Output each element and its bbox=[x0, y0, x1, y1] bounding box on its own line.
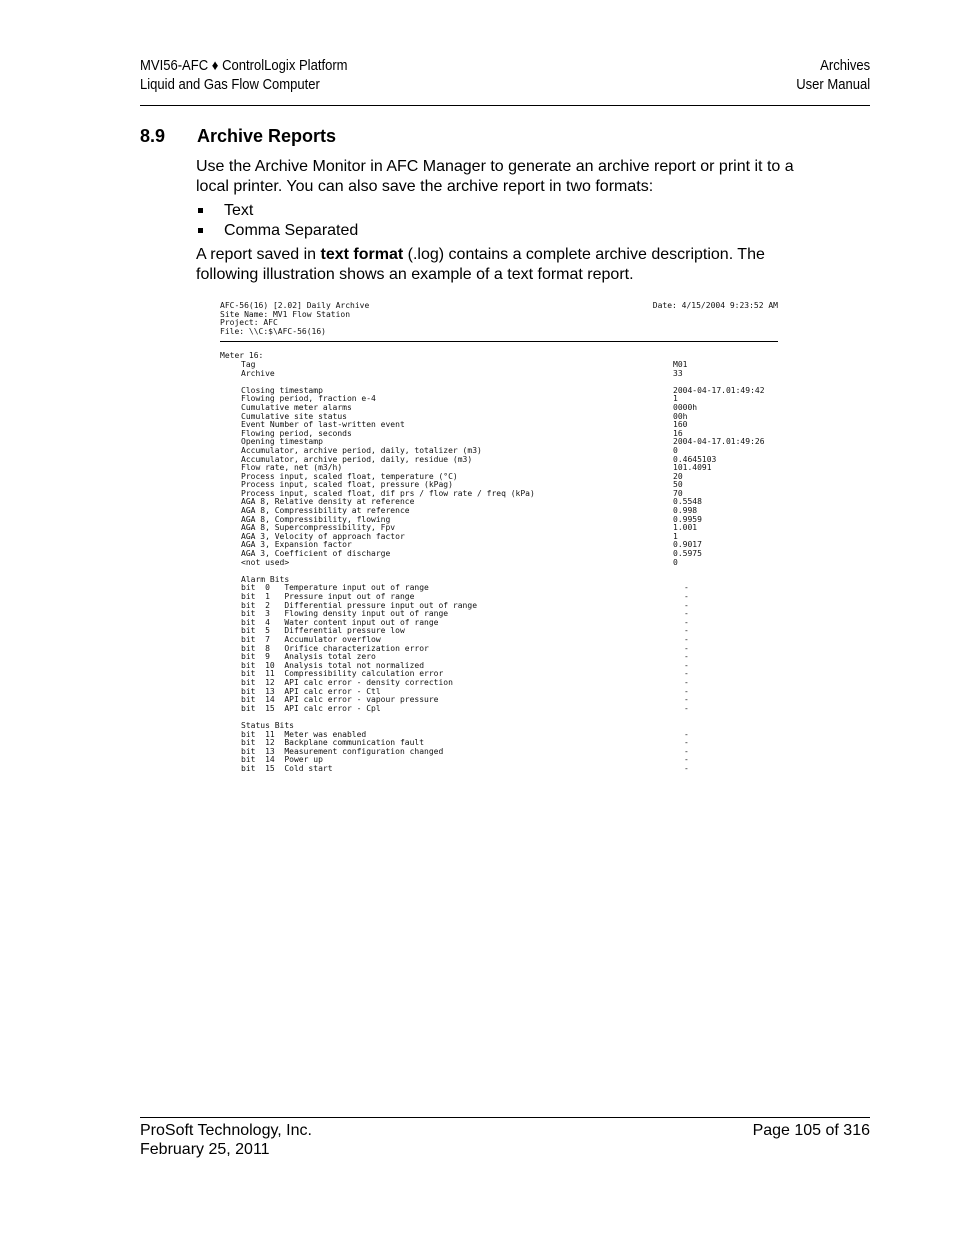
report-field-row-label: AGA 8, Relative density at reference bbox=[241, 497, 415, 507]
report-status-row-label: bit 12 Backplane communication fault bbox=[241, 738, 425, 748]
report-alarm-row-label: bit 14 API calc error - vapour pressure bbox=[241, 695, 439, 705]
list-item bbox=[196, 201, 358, 221]
report-alarm-row-label: bit 10 Analysis total not normalized bbox=[241, 660, 425, 670]
report-title: AFC-56(16) [2.02] Daily Archive bbox=[220, 301, 370, 310]
report-alarm-row-value: - bbox=[684, 677, 689, 687]
report-field-row-label: Accumulator, archive period, daily, totalizer (m3) bbox=[241, 445, 482, 455]
report-alarm-row-value: - bbox=[684, 583, 689, 593]
report-alarm-row-label: bit 8 Orifice characterization error bbox=[241, 643, 429, 653]
report-field-row-label: Event Number of last-written event bbox=[241, 420, 405, 430]
report-field-row-value: 0.9017 bbox=[673, 540, 702, 550]
list-item-text: Comma Separated bbox=[224, 222, 359, 239]
report-alarm-row-label: bit 1 Pressure input out of range bbox=[241, 592, 415, 601]
header-manual: User Manual bbox=[796, 77, 870, 93]
paragraph-bold-term: text format bbox=[320, 246, 404, 263]
report-site: Site Name: MV1 Flow Station bbox=[220, 309, 351, 319]
report-alarm-row-label: bit 7 Accumulator overflow bbox=[241, 634, 381, 644]
report-field-row-value: 0 bbox=[673, 445, 678, 455]
report-status-row-label: bit 13 Measurement configuration changed bbox=[241, 746, 444, 756]
report-status-row-label: bit 14 Power up bbox=[241, 755, 323, 765]
section-heading bbox=[140, 126, 336, 147]
section-number: 8.9 bbox=[140, 126, 166, 146]
report-field-row-label: AGA 3, Expansion factor bbox=[241, 540, 352, 550]
report-alarm-row-value: - bbox=[684, 609, 689, 619]
report-status-row-value: - bbox=[684, 763, 689, 773]
report-alarm-row-label: bit 11 Compressibility calculation error bbox=[241, 669, 444, 679]
list-item bbox=[196, 221, 358, 241]
footer-company: ProSoft Technology, Inc. bbox=[140, 1122, 312, 1139]
report-date: Date: 4/15/2004 9:23:52 AM bbox=[652, 301, 778, 310]
report-alarm-row-value: - bbox=[684, 592, 689, 601]
text-format-paragraph bbox=[196, 245, 816, 285]
report-project: Project: AFC bbox=[220, 318, 278, 328]
report-field-row-value: 1 bbox=[673, 394, 678, 404]
report-status-heading: Status Bits bbox=[241, 720, 294, 730]
report-field-row-value: 0.9959 bbox=[673, 514, 702, 524]
report-field-row-label: <not used> bbox=[241, 557, 290, 567]
report-tag-value: M01 bbox=[673, 359, 688, 369]
intro-paragraph: Use the Archive Monitor in AFC Manager to generate an archive report or print it to a local printer. You can also save the archive report in two formats: bbox=[196, 158, 794, 195]
report-field-row-label: Process input, scaled float, temperature (°C) bbox=[241, 471, 458, 481]
bullet-icon bbox=[198, 228, 203, 233]
report-archive-row bbox=[220, 370, 778, 379]
paragraph-text-pre: A report saved in bbox=[196, 246, 321, 263]
report-field-row-value: 2004-04-17.01:49:42 bbox=[673, 385, 765, 395]
report-alarm-row-value: - bbox=[684, 617, 689, 627]
report-field-row-value: 2004-04-17.01:49:26 bbox=[673, 437, 765, 447]
report-field-row-label: AGA 8, Compressibility at reference bbox=[241, 506, 410, 516]
report-field-row-value: 0.998 bbox=[673, 506, 698, 516]
report-field-row-label: Closing timestamp bbox=[241, 385, 323, 395]
report-status-row-value: - bbox=[684, 729, 689, 739]
report-alarm-row-label: bit 2 Differential pressure input out of range bbox=[241, 600, 478, 610]
report-alarm-row-label: bit 4 Water content input out of range bbox=[241, 617, 439, 627]
report-field-row-value: 1 bbox=[673, 531, 678, 541]
report-alarm-row-value: - bbox=[684, 695, 689, 705]
report-status-row-label: bit 11 Meter was enabled bbox=[241, 729, 367, 739]
report-status-row-value: - bbox=[684, 738, 689, 748]
report-field-row-label: Process input, scaled float, dif prs / flow rate / freq (kPa) bbox=[241, 488, 535, 498]
paragraph-text-post: (.log) contains a complete archive description. The following illustration shows an example of a text format report. bbox=[196, 246, 765, 283]
report-field-row-value: 160 bbox=[673, 420, 688, 430]
header-left bbox=[140, 57, 348, 95]
report-field-row-label: Cumulative site status bbox=[241, 411, 347, 421]
report-field-row-label: Flowing period, fraction e-4 bbox=[241, 394, 376, 404]
report-field-row-label: Accumulator, archive period, daily, residue (m3) bbox=[241, 454, 473, 464]
report-alarm-row-value: - bbox=[684, 703, 689, 713]
report-alarm-row-label: bit 15 API calc error - Cpl bbox=[241, 703, 381, 713]
report-status-row-label: bit 15 Cold start bbox=[241, 763, 333, 773]
report-field-row-value: 1.001 bbox=[673, 523, 698, 533]
bullet-icon bbox=[198, 208, 203, 213]
report-alarm-row-value: - bbox=[684, 660, 689, 670]
report-status-row-value: - bbox=[684, 755, 689, 765]
page-footer bbox=[140, 1117, 870, 1158]
report-alarm-row-value: - bbox=[684, 652, 689, 662]
report-field-row-label: AGA 3, Coefficient of discharge bbox=[241, 549, 391, 559]
report-tag-label: Tag bbox=[241, 359, 256, 369]
report-field-row-value: 0.4645103 bbox=[673, 454, 717, 464]
report-field-row-value: 16 bbox=[673, 428, 683, 438]
report-alarm-row-label: bit 0 Temperature input out of range bbox=[241, 583, 429, 593]
report-meter: Meter 16: bbox=[220, 351, 264, 361]
report-fields bbox=[220, 387, 778, 567]
report-field-row-value: 70 bbox=[673, 488, 683, 498]
report-alarm-row-value: - bbox=[684, 600, 689, 610]
report-field-row-label: Cumulative meter alarms bbox=[241, 402, 352, 412]
report-alarm-heading: Alarm Bits bbox=[241, 574, 290, 584]
report-field-row-label: Process input, scaled float, pressure (kPag) bbox=[241, 480, 453, 490]
report-field-row-label: AGA 8, Compressibility, flowing bbox=[241, 514, 391, 524]
report-field-row-value: 0 bbox=[673, 557, 678, 567]
page-header bbox=[140, 57, 870, 106]
report-alarm-row-value: - bbox=[684, 626, 689, 636]
report-alarm-row-label: bit 13 API calc error - Ctl bbox=[241, 686, 381, 696]
archive-report-illustration bbox=[220, 302, 778, 782]
report-divider bbox=[220, 341, 778, 342]
format-list bbox=[196, 201, 358, 241]
report-field-row-value: 101.4091 bbox=[673, 463, 712, 473]
header-subtitle: Liquid and Gas Flow Computer bbox=[140, 77, 320, 93]
footer-left bbox=[140, 1121, 312, 1159]
report-alarm-row-value: - bbox=[684, 634, 689, 644]
report-file: File: \\C:$\AFC-56(16) bbox=[220, 326, 326, 336]
report-alarm-row bbox=[220, 705, 778, 714]
report-archive-value: 33 bbox=[673, 368, 683, 378]
list-item-text: Text bbox=[224, 202, 254, 219]
header-product: MVI56-AFC ♦ ControlLogix Platform bbox=[140, 58, 348, 74]
report-alarm-row-value: - bbox=[684, 686, 689, 696]
report-alarm-row-value: - bbox=[684, 643, 689, 653]
report-alarm-row-value: - bbox=[684, 669, 689, 679]
report-alarm-row-label: bit 12 API calc error - density correction bbox=[241, 677, 453, 687]
report-field-row bbox=[220, 550, 778, 559]
header-right bbox=[796, 57, 870, 95]
report-alarm-row-label: bit 5 Differential pressure low bbox=[241, 626, 405, 636]
report-status-bits bbox=[220, 731, 778, 774]
report-field-row-label: Flowing period, seconds bbox=[241, 428, 352, 438]
report-field-row-value: 0.5975 bbox=[673, 549, 702, 559]
report-field-row-value: 0.5548 bbox=[673, 497, 702, 507]
report-field-row-label: Flow rate, net (m3/h) bbox=[241, 463, 343, 473]
report-field-row-value: 20 bbox=[673, 471, 683, 481]
report-status-row bbox=[220, 765, 778, 774]
section-title: Archive Reports bbox=[197, 126, 337, 146]
report-field-row-label: AGA 8, Supercompressibility, Fpv bbox=[241, 523, 396, 533]
report-tag-row bbox=[220, 361, 778, 370]
report-archive-label: Archive bbox=[241, 368, 275, 378]
footer-date: February 25, 2011 bbox=[140, 1141, 270, 1158]
report-field-row-label: AGA 3, Velocity of approach factor bbox=[241, 531, 405, 541]
footer-page-number: Page 105 of 316 bbox=[752, 1122, 870, 1139]
report-alarm-row-label: bit 9 Analysis total zero bbox=[241, 652, 376, 662]
report-field-row-value: 50 bbox=[673, 480, 683, 490]
report-field-row bbox=[220, 559, 778, 568]
report-field-row-value: 0000h bbox=[673, 402, 698, 412]
header-chapter: Archives bbox=[819, 58, 870, 74]
report-alarm-row-label: bit 3 Flowing density input out of range bbox=[241, 609, 449, 619]
report-field-row-value: 00h bbox=[673, 411, 688, 421]
report-field-row-label: Opening timestamp bbox=[241, 437, 323, 447]
report-alarm-bits bbox=[220, 584, 778, 713]
report-status-row-value: - bbox=[684, 746, 689, 756]
